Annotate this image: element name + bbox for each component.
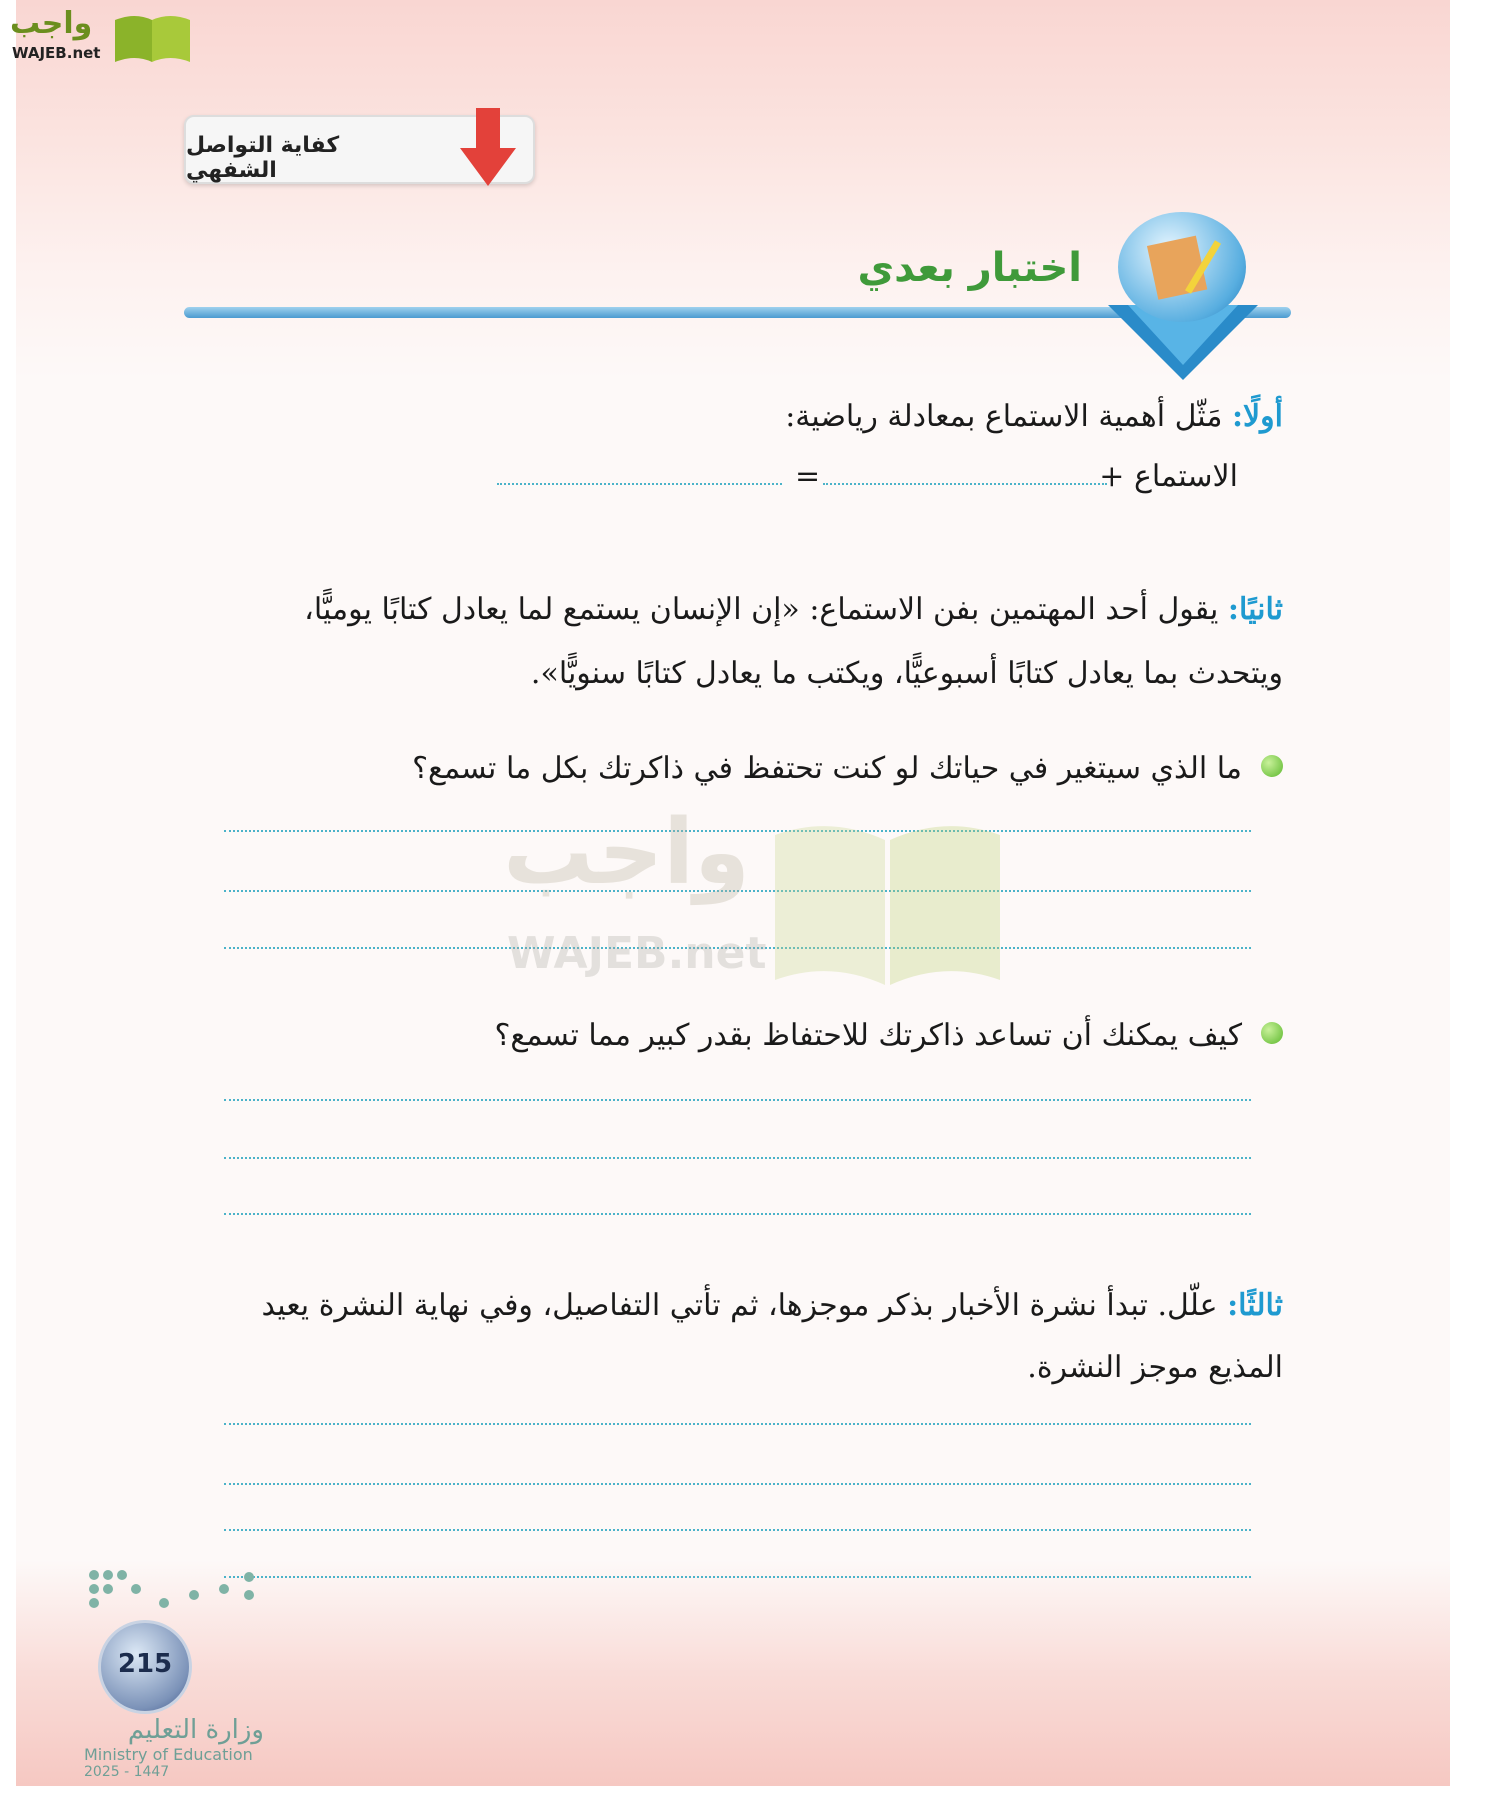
answer-line[interactable] — [224, 1483, 1251, 1485]
section2-label: ثانيًا: — [1227, 592, 1283, 627]
page-title: اختبار بعدي — [857, 245, 1082, 291]
answer-line[interactable] — [224, 1157, 1251, 1159]
answer-line[interactable] — [224, 1529, 1251, 1531]
page-number-badge — [98, 1620, 192, 1714]
section2-prompt — [218, 578, 1283, 706]
section3-prompt — [218, 1275, 1283, 1399]
bullet-icon — [1261, 755, 1283, 777]
badge-label: كفاية التواصل الشفهي — [186, 133, 340, 183]
down-arrow-icon — [458, 108, 518, 188]
equation-blank-1[interactable] — [823, 483, 1107, 485]
logo-text: واجب — [10, 6, 93, 41]
answer-line[interactable] — [224, 1099, 1251, 1101]
ministry-logo — [84, 1565, 264, 1619]
ministry-text — [84, 1716, 264, 1780]
page-number: 215 — [117, 1649, 173, 1679]
logo-subtext: WAJEB.net — [12, 44, 101, 62]
section1-prompt — [785, 388, 1283, 445]
year-label: 2025 - 1447 — [84, 1764, 170, 1781]
equals-sign: = — [795, 459, 821, 494]
ministry-dots-icon — [84, 1565, 264, 1615]
answer-line[interactable] — [224, 1213, 1251, 1215]
wajeb-logo[interactable] — [10, 6, 190, 70]
section3-label: ثالثًا: — [1227, 1288, 1283, 1323]
ministry-name-ar: وزارة التعليم — [127, 1715, 264, 1745]
question-2: كيف يمكنك أن تساعد ذاكرتك للاحتفاظ بقدر كبير مما تسمع؟ — [494, 1018, 1242, 1053]
bullet-icon — [1261, 1022, 1283, 1044]
section2-text: يقول أحد المهتمين بفن الاستماع: «إن الإنسان يستمع لما يعادل كتابًا يوميًّا، ويتحدث بما يعادل كتابًا أسبوعيًّا، ويكتب ما يعادل كتابًا سنويًّا». — [304, 592, 1283, 691]
question-1: ما الذي سيتغير في حياتك لو كنت تحتفظ في ذاكرتك بكل ما تسمع؟ — [412, 751, 1242, 786]
section1-text: مَثّل أهمية الاستماع بمعادلة رياضية: — [785, 399, 1223, 434]
watermark-text: واجب — [503, 800, 750, 905]
ministry-name-en: Ministry of Education — [84, 1744, 253, 1764]
equation-blank-2[interactable] — [497, 483, 782, 485]
section3-text: علّل. تبدأ نشرة الأخبار بذكر موجزها، ثم تأتي التفاصيل، وفي نهاية النشرة يعيد المذيع موجز النشرة. — [261, 1288, 1283, 1385]
section1-label: أولًا: — [1231, 399, 1283, 434]
exam-paper-icon — [1118, 212, 1246, 322]
watermark-book-icon — [775, 815, 1000, 985]
equation-start: الاستماع + — [1099, 459, 1238, 494]
answer-line[interactable] — [224, 1423, 1251, 1425]
watermark-subtext: WAJEB.net — [507, 928, 767, 979]
answer-line[interactable] — [224, 1576, 1251, 1578]
